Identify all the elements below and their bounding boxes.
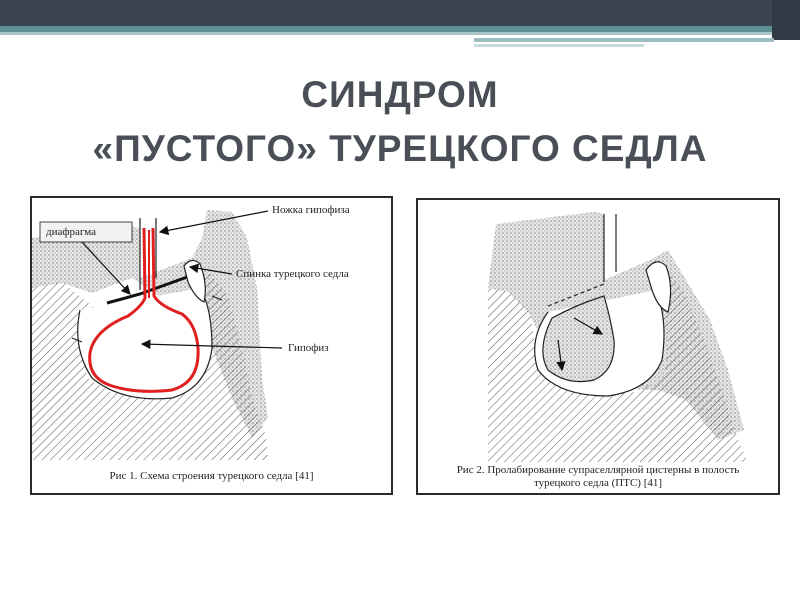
figure-sella-structure — [30, 196, 393, 495]
cistern-prolapse-diagram — [418, 200, 778, 493]
figure2-caption-line-1: Рис 2. Пролабирование супраселлярной цистерны в полость — [456, 464, 740, 476]
title-line-1: СИНДРОМ — [301, 74, 499, 115]
label-pituitary: Гипофиз — [288, 342, 329, 354]
sella-structure-diagram — [32, 198, 391, 493]
figure-cistern-prolapse — [416, 198, 780, 495]
figure1-caption: Рис 1. Схема строения турецкого седла [41] — [109, 470, 314, 482]
slide-title — [0, 68, 800, 176]
accent-stripe-short — [474, 38, 774, 42]
title-line-2: «ПУСТОГО» ТУРЕЦКОГО СЕДЛА — [92, 128, 708, 169]
top-right-accent — [772, 0, 800, 40]
label-diaphragm: диафрагма — [46, 226, 97, 238]
sella-outline — [78, 288, 212, 399]
label-pituitary-stalk: Ножка гипофиза — [272, 204, 350, 216]
figure2-caption-line-2: турецкого седла (ПТС) [41] — [533, 477, 663, 489]
accent-stripe-shorter — [474, 44, 644, 47]
top-bar — [0, 0, 800, 26]
accent-stripe-light — [0, 32, 772, 35]
label-dorsum-sellae: Спинка турецкого седла — [236, 268, 349, 280]
